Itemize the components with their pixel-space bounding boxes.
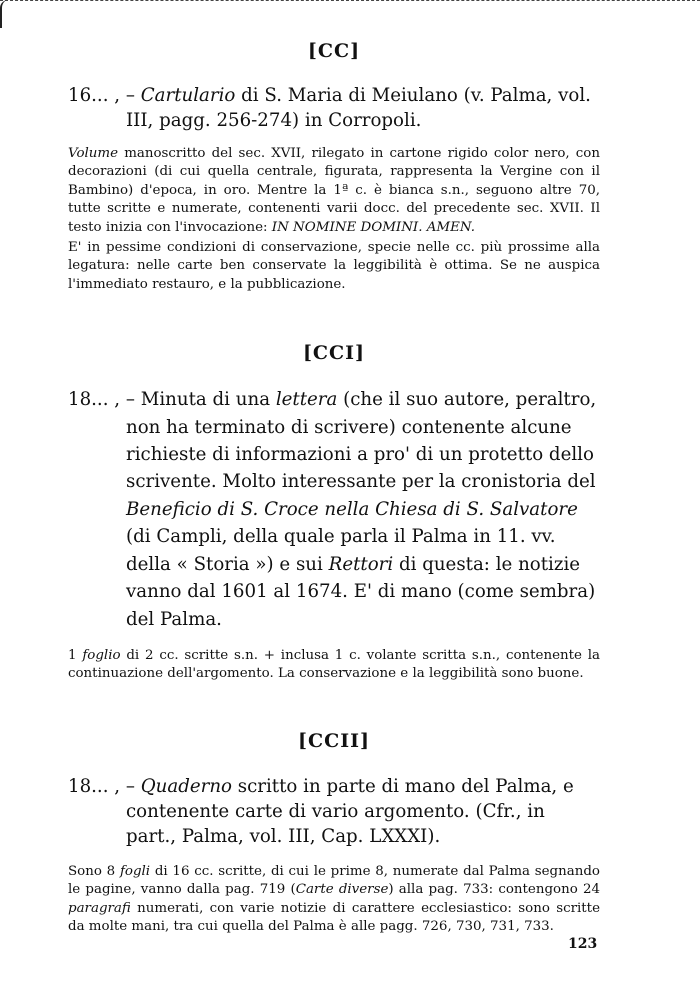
desc-emph-3: paragrafi [68, 900, 131, 916]
section-title: [CCII] [298, 729, 370, 752]
desc-text: ) alla pag. 733: contengono 24 [388, 882, 601, 898]
entry-text: scritto in parte di mano del Palma, e contenente carte di vario argomento. (Cfr., in part., Palma, vol. III, Cap. LXXXI). [126, 775, 574, 847]
entry-text: (di Campli, della quale parla il Palma in 11. vv. della « Storia ») e sui [126, 526, 556, 575]
page-top-edge [0, 0, 700, 6]
desc-emph: Volume [68, 146, 119, 161]
desc-text: di 2 cc. scritte s.n. + inclusa 1 c. volante scritta s.n., contenente la continuazione dell'argomento. La conservazione e la leggibilità sono buone. [68, 647, 600, 682]
entry-keyword: lettera [275, 389, 338, 411]
entry-date: 18... , [68, 389, 121, 411]
section-title: [CCI] [302, 342, 366, 365]
desc-emph-2: IN NOMINE DOMINI. AMEN. [271, 219, 476, 235]
section-cci [68, 342, 600, 683]
entry-text: Minuta di una [134, 389, 276, 411]
desc-text: Sono 8 [68, 863, 120, 879]
entry-date: 18... , [68, 775, 121, 797]
entry-text: di questa: le notizie vanno dal 1601 al 1674. E' di mano (come sembra) del Palma. [126, 553, 596, 630]
entry-keyword: Beneficio di S. Croce nella Chiesa di S. Salvatore [126, 498, 578, 520]
desc-emph: foglio [82, 647, 121, 663]
page-body [68, 40, 600, 936]
entry-dash: – [125, 85, 135, 106]
entry-heading [68, 774, 600, 849]
desc-text: numerati, con varie notizie di carattere ecclesiastico: sono scritte da molte mani, tra cui quella del Palma è alle pagg. 726, 730, 731, 733. [68, 900, 600, 934]
desc-text: di 16 cc. scritte, di cui le prime 8, numerate dal Palma segnando le pagine, vanno dalla pag. 719 ( [68, 863, 600, 898]
entry-text: di S. Maria di Meiulano (v. Palma, vol. III, pagg. 256-274) in Corropoli. [126, 85, 591, 131]
entry-description [68, 647, 600, 684]
entry-condition: E' in pessime condizioni di conservazione, specie nelle cc. più prossime alla legatura: nelle carte ben conservate la leggibilità è ottima. Se ne auspica l'immediato restauro, e la pubblicazione. [68, 240, 600, 292]
page-corner-mark [0, 0, 8, 28]
entry-dash: – [125, 389, 135, 411]
entry-keyword: Quaderno [140, 775, 232, 797]
page-number: 123 [568, 936, 598, 952]
entry-description [68, 863, 600, 937]
entry-keyword: Cartulario [140, 85, 236, 106]
desc-text: 1 [68, 647, 83, 663]
desc-emph-2: Carte diverse [295, 882, 389, 898]
entry-description [68, 145, 600, 237]
entry-heading [68, 83, 600, 133]
entry-text: (che il suo autore, peraltro, non ha terminato di scrivere) contenente alcune richieste di informazioni a pro' di un protetto dello scrivente. Molto interessante per la cronistoria del [126, 389, 597, 493]
entry-heading [68, 386, 600, 633]
entry-dash: – [125, 775, 135, 797]
desc-emph: fogli [119, 863, 151, 879]
section-ccii [68, 730, 600, 937]
section-title: [CC] [307, 40, 361, 62]
desc-text: manoscritto del sec. XVII, rilegato in cartone rigido color nero, con decorazioni (di cui quella centrale, figurata, rappresenta la Vergine con il Bambino) d'epoca, in oro. Mentre la 1ª c. è bianca s.n., seguono altre 70, tutte scritte e numerate, contenenti varii docc. del precedente sec. XVII. Il testo inizia con l'invocazione: [68, 146, 600, 235]
entry-date: 16... , [68, 85, 121, 106]
entry-keyword: Rettori [328, 553, 394, 575]
section-cc [68, 40, 600, 294]
